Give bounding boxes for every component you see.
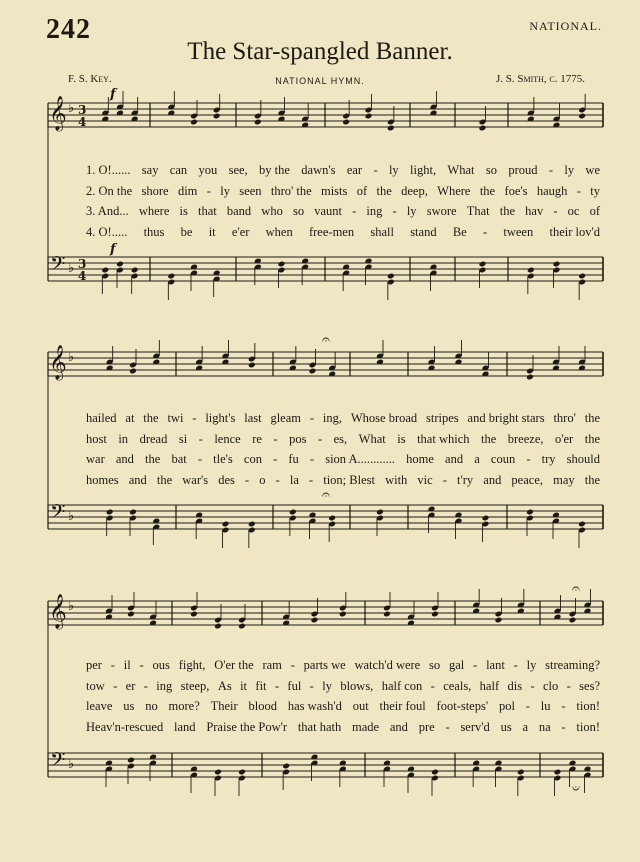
note-head xyxy=(106,509,114,516)
lyric-syllable: no xyxy=(145,699,158,713)
note-head xyxy=(376,509,384,516)
lyric-syllable: - xyxy=(274,678,280,693)
lyric-syllable: mists xyxy=(320,183,348,198)
lyric-syllable: light's xyxy=(205,411,236,425)
note-head xyxy=(342,119,350,126)
treble-clef-icon: 𝄞 xyxy=(49,594,67,629)
lyric-syllable: lant xyxy=(486,658,505,672)
lyric-syllable: a xyxy=(474,452,480,466)
lyric-syllable: - xyxy=(352,204,357,218)
lyric-syllable: breeze, xyxy=(507,431,544,446)
lyric-syllable: Whose broad xyxy=(350,411,418,425)
lyric-syllable: o xyxy=(259,472,266,487)
composer-credit: J. S. Smith, c. 1775. xyxy=(495,73,585,85)
lyric-syllable: ly xyxy=(564,163,575,177)
lyric-syllable: tow xyxy=(86,678,105,693)
note-head xyxy=(578,521,586,528)
lyric-syllable: proud xyxy=(508,163,538,177)
lyric-syllable: - xyxy=(445,719,450,734)
lyric-syllable: As xyxy=(217,678,232,693)
note-head xyxy=(339,611,347,618)
lyric-syllable: that xyxy=(197,204,217,218)
author-credit: F. S. Key. xyxy=(68,73,112,85)
lyric-syllable: What xyxy=(447,163,475,177)
lyric-syllable: - xyxy=(309,411,315,425)
lyric-syllable: blood xyxy=(248,699,278,713)
lyric-syllable: bat xyxy=(171,452,187,466)
lyric-syllable: streaming? xyxy=(545,658,600,672)
lyric-syllable: gal xyxy=(448,658,465,672)
lyric-syllable: 1. O!...... xyxy=(86,163,131,177)
lyric-syllable: and xyxy=(389,719,408,734)
lyric-syllable: where xyxy=(138,204,170,218)
lyric-syllable: who xyxy=(261,204,283,218)
lyric-syllable: ly xyxy=(220,183,230,198)
lyric-syllable: homes xyxy=(86,472,119,487)
lyric-syllable: so xyxy=(292,204,305,218)
note-head xyxy=(526,374,534,381)
lyric-syllable: - xyxy=(373,163,378,177)
lyric-syllable: last xyxy=(244,411,262,425)
lyric-syllable: dread xyxy=(139,431,168,446)
lyric-syllable: dim xyxy=(177,183,198,198)
lyric-syllable: say xyxy=(141,163,159,177)
lyric-syllable: dis xyxy=(507,678,523,693)
lyric-syllable: 2. On the xyxy=(86,183,133,198)
lyric-syllable: - xyxy=(392,204,397,218)
lyric-syllable: What xyxy=(358,431,386,446)
lyric-syllable: made xyxy=(352,719,380,734)
lyric-syllable: twi xyxy=(167,411,184,425)
lyric-syllable: the xyxy=(584,472,600,487)
note-head xyxy=(309,368,317,375)
lyric-syllable: vaunt xyxy=(314,204,342,218)
lyric-syllable: - xyxy=(317,431,323,446)
time-signature-top: 3 xyxy=(78,257,87,271)
lyric-syllable: half xyxy=(479,678,500,693)
lyric-syllable: thus xyxy=(143,224,165,239)
note-head xyxy=(127,611,135,618)
note-head xyxy=(190,119,198,126)
lyric-syllable: - xyxy=(309,678,314,693)
lyric-syllable: steep, xyxy=(180,678,210,693)
lyric-syllable: and bright stars xyxy=(467,411,545,425)
lyric-syllable: deep, xyxy=(401,183,428,198)
note-head xyxy=(213,113,221,120)
lyric-syllable: - xyxy=(273,452,278,466)
lyric-syllable: is xyxy=(397,431,406,446)
fermata-icon: 𝄐 xyxy=(322,487,330,503)
lyric-syllable: ing xyxy=(366,204,383,218)
lyric-syllable: band xyxy=(226,204,252,218)
tune-name: NATIONAL HYMN. xyxy=(275,76,365,86)
lyric-syllable: ceals, xyxy=(443,678,472,693)
lyric-syllable: should xyxy=(566,452,600,466)
lyric-syllable: try xyxy=(541,452,556,466)
lyric-syllable: O'er the xyxy=(214,658,254,672)
lyric-syllable: 4. O!..... xyxy=(86,224,128,239)
lyric-syllable: war xyxy=(86,452,105,466)
lyric-syllable: free-men xyxy=(308,224,355,239)
lyric-syllable: - xyxy=(192,411,197,425)
lyric-syllable: more? xyxy=(168,699,200,713)
note-head xyxy=(526,509,534,516)
note-head xyxy=(254,119,262,126)
dynamic-forte: f xyxy=(110,87,116,102)
note-head xyxy=(553,261,561,268)
lyric-syllable: Be xyxy=(452,224,467,239)
lyric-syllable: la xyxy=(289,472,299,487)
lyric-syllable: - xyxy=(198,431,203,446)
lyric-syllable: ty xyxy=(590,183,600,198)
note-head xyxy=(431,611,439,618)
lyric-syllable: ing xyxy=(156,678,173,693)
lyric-syllable: leave xyxy=(86,699,113,713)
lyric-syllable: - xyxy=(576,183,581,198)
lyric-syllable: ly xyxy=(406,204,417,218)
lyric-syllable: us xyxy=(123,699,135,713)
lyric-syllable: is xyxy=(179,204,188,218)
fermata-icon: 𝄐 xyxy=(572,581,580,597)
lyric-syllable: so xyxy=(485,163,497,177)
lyric-syllable: and xyxy=(115,452,134,466)
lyric-syllable: watch'd were xyxy=(354,658,421,672)
lyric-syllable: Their xyxy=(210,699,238,713)
lyric-syllable: the xyxy=(156,472,173,487)
lyric-syllable: it xyxy=(208,224,216,239)
lyric-syllable: seen xyxy=(239,183,262,198)
flat-icon: ♭ xyxy=(68,101,75,116)
lyric-syllable: hailed xyxy=(86,411,117,425)
lyric-syllable: tion! xyxy=(576,719,600,734)
note-head xyxy=(479,261,487,268)
lyric-syllable: - xyxy=(525,699,530,713)
note-head xyxy=(131,267,139,274)
lyric-syllable: tween xyxy=(503,224,534,239)
lyric-syllable: and xyxy=(445,452,464,466)
lyric-syllable: o'er xyxy=(555,431,574,446)
lyric-syllable: fight, xyxy=(178,658,206,672)
lyric-syllable: ly xyxy=(526,658,537,672)
note-head xyxy=(190,611,198,618)
note-head xyxy=(311,617,319,624)
note-head xyxy=(479,125,487,132)
lyric-syllable: - xyxy=(482,224,488,239)
lyric-syllable: stripes xyxy=(426,411,459,425)
lyric-syllable: host xyxy=(86,431,107,446)
note-head xyxy=(328,515,336,522)
lyric-syllable: war's xyxy=(182,472,209,487)
lyric-syllable: the xyxy=(143,411,159,425)
note-head xyxy=(129,368,137,375)
lyric-syllable: their foul xyxy=(379,699,426,713)
note-head xyxy=(431,769,439,776)
lyric-syllable: of xyxy=(356,183,368,198)
lyric-syllable: home xyxy=(406,452,434,466)
lyric-syllable: - xyxy=(548,163,553,177)
lyric-syllable: fu xyxy=(288,452,299,466)
lyric-syllable: thro' the xyxy=(270,183,312,198)
lyric-syllable: e'er xyxy=(231,224,250,239)
lyric-syllable: - xyxy=(139,658,144,672)
lyric-syllable: out xyxy=(352,699,369,713)
lyric-syllable: - xyxy=(561,719,566,734)
lyric-syllable: stand xyxy=(410,224,437,239)
lyric-syllable: ly xyxy=(322,678,332,693)
note-head xyxy=(387,125,395,132)
note-head xyxy=(578,273,586,280)
lyric-syllable: na xyxy=(538,719,551,734)
bass-clef-icon: 𝄢 xyxy=(50,500,66,528)
flat-icon: ♭ xyxy=(68,599,75,614)
lyric-syllable: may xyxy=(553,472,575,487)
treble-clef-icon: 𝄞 xyxy=(49,96,67,131)
lyric-syllable: the xyxy=(584,431,600,446)
lyric-syllable: - xyxy=(513,658,518,672)
lyric-syllable: - xyxy=(275,472,280,487)
lyric-syllable: - xyxy=(197,452,203,466)
lyric-syllable: tle's xyxy=(213,452,233,466)
lyric-syllable: be xyxy=(180,224,193,239)
lyric-syllable: 3. And... xyxy=(86,204,129,218)
lyric-syllable: a xyxy=(522,719,529,734)
lyric-syllable: tion; Blest xyxy=(323,472,375,487)
lyric-syllable: the xyxy=(376,183,392,198)
lyric-syllable: the xyxy=(584,411,600,425)
treble-clef-icon: 𝄞 xyxy=(49,345,67,380)
note-head xyxy=(101,267,109,274)
note-head xyxy=(127,757,135,764)
lyric-syllable: es, xyxy=(333,431,348,446)
lyric-syllable: foot-steps' xyxy=(436,699,489,713)
lyric-syllable: lu xyxy=(540,699,551,713)
lyric-syllable: - xyxy=(430,678,435,693)
lyric-syllable: peace, xyxy=(511,472,543,487)
lyric-syllable: tion! xyxy=(576,699,600,713)
lyric-syllable: half con xyxy=(381,678,423,693)
lyric-syllable: by the xyxy=(259,163,290,177)
lyric-syllable: haugh xyxy=(536,183,568,198)
flat-icon: ♭ xyxy=(68,757,75,772)
lyric-syllable: you xyxy=(198,163,218,177)
lyric-syllable: land xyxy=(174,719,196,734)
note-head xyxy=(482,515,490,522)
lyric-syllable: - xyxy=(308,472,314,487)
lyric-syllable: with xyxy=(385,472,408,487)
bass-clef-icon: 𝄢 xyxy=(50,252,66,280)
lyric-syllable: - xyxy=(244,472,250,487)
lyric-syllable: us xyxy=(500,719,512,734)
note-head xyxy=(578,113,586,120)
lyric-syllable: shore xyxy=(141,183,169,198)
fermata-icon: 𝄐 xyxy=(322,332,330,348)
note-head xyxy=(569,617,577,624)
note-head xyxy=(214,769,222,776)
lyric-syllable: - xyxy=(566,678,571,693)
time-signature-bottom: 4 xyxy=(78,115,87,129)
lyric-syllable: coun xyxy=(490,452,516,466)
lyric-syllable: so xyxy=(429,658,441,672)
note-head xyxy=(554,769,562,776)
lyric-syllable: - xyxy=(206,183,211,198)
lyric-syllable: - xyxy=(553,204,558,218)
note-head xyxy=(167,273,175,280)
lyric-syllable: - xyxy=(273,431,278,446)
note-head xyxy=(214,623,222,630)
lyric-syllable: - xyxy=(110,658,115,672)
time-signature-top: 3 xyxy=(78,103,87,117)
lyric-syllable: of xyxy=(589,204,600,218)
lyric-syllable: - xyxy=(473,658,478,672)
note-head xyxy=(222,521,230,528)
lyric-syllable: re xyxy=(252,431,262,446)
lyric-syllable: - xyxy=(561,699,566,713)
lyric-syllable: and xyxy=(128,472,147,487)
lyric-syllable: can xyxy=(169,163,188,177)
lyric-syllable: - xyxy=(309,452,315,466)
flat-icon: ♭ xyxy=(68,350,75,365)
lyric-syllable: shall xyxy=(370,224,394,239)
lyric-syllable: Praise the Pow'r xyxy=(206,719,288,734)
note-head xyxy=(248,521,256,528)
lyric-syllable: des xyxy=(218,472,235,487)
lyric-syllable: has wash'd xyxy=(287,699,342,713)
note-head xyxy=(365,113,373,120)
lyric-syllable: si xyxy=(178,431,188,446)
lyric-syllable: pos xyxy=(289,431,307,446)
note-head xyxy=(527,267,535,274)
lyric-syllable: per xyxy=(86,658,102,672)
lyric-syllable: oc xyxy=(567,204,580,218)
note-head xyxy=(383,611,391,618)
lyric-syllable: and xyxy=(483,472,502,487)
lyric-syllable: ear xyxy=(346,163,363,177)
lyric-syllable: pre xyxy=(418,719,435,734)
note-head xyxy=(495,617,503,624)
lyric-syllable: the xyxy=(145,452,161,466)
lyric-syllable: swore xyxy=(426,204,457,218)
lyric-syllable: - xyxy=(113,678,118,693)
lyric-syllable: - xyxy=(143,678,148,693)
lyric-syllable: - xyxy=(526,452,531,466)
lyric-syllable: - xyxy=(442,472,447,487)
lyric-syllable: clo xyxy=(542,678,559,693)
fermata-icon: 𝄑 xyxy=(572,781,580,797)
lyric-syllable: that which xyxy=(417,431,470,446)
bass-clef-icon: 𝄢 xyxy=(50,748,66,776)
lyric-syllable: that hath xyxy=(297,719,342,734)
note-head xyxy=(129,509,137,516)
lyric-syllable: Heav'n-rescued xyxy=(86,719,164,734)
lyric-syllable: ly xyxy=(388,163,399,177)
lyric-syllable: in xyxy=(118,431,129,446)
lyric-syllable: lence xyxy=(214,431,241,446)
category-heading: NATIONAL. xyxy=(529,19,602,33)
lyric-syllable: serv'd xyxy=(460,719,490,734)
note-head xyxy=(248,362,256,369)
lyric-syllable: ous xyxy=(152,658,170,672)
lyric-syllable: ram xyxy=(262,658,282,672)
lyric-syllable: the xyxy=(479,183,496,198)
lyric-syllable: we xyxy=(585,163,600,177)
lyric-syllable: That xyxy=(466,204,490,218)
lyric-syllable: parts we xyxy=(303,658,346,672)
note-head xyxy=(278,261,286,268)
flat-icon: ♭ xyxy=(68,509,75,524)
lyric-syllable: pol xyxy=(498,699,515,713)
lyric-syllable: il xyxy=(123,658,131,672)
lyric-syllable: their lov'd xyxy=(549,224,600,239)
lyric-syllable: the xyxy=(499,204,516,218)
lyric-syllable: dawn's xyxy=(301,163,336,177)
lyric-syllable: foe's xyxy=(504,183,528,198)
lyric-syllable: the xyxy=(480,431,497,446)
note-head xyxy=(289,509,297,516)
lyric-syllable: thro' xyxy=(553,411,576,425)
lyric-syllable: er xyxy=(125,678,136,693)
time-signature-bottom: 4 xyxy=(78,269,87,283)
lyric-syllable: Where xyxy=(437,183,471,198)
lyric-syllable: hav xyxy=(525,204,544,218)
note-head xyxy=(238,769,246,776)
lyric-syllable: - xyxy=(530,678,535,693)
lyric-syllable: ses? xyxy=(579,678,600,693)
lyric-syllable: ful xyxy=(287,678,302,693)
lyric-syllable: light, xyxy=(410,163,437,177)
lyric-syllable: con xyxy=(243,452,262,466)
note-head xyxy=(517,769,525,776)
lyric-syllable: t'ry xyxy=(457,472,474,487)
lyric-syllable: fit xyxy=(255,678,267,693)
lyric-syllable: gleam xyxy=(270,411,301,425)
lyric-syllable: it xyxy=(240,678,248,693)
lyric-syllable: - xyxy=(290,658,295,672)
lyric-syllable: blows, xyxy=(340,678,374,693)
lyric-syllable: see, xyxy=(228,163,248,177)
note-head xyxy=(116,261,124,268)
lyric-syllable: when xyxy=(265,224,293,239)
note-head xyxy=(238,623,246,630)
flat-icon: ♭ xyxy=(68,261,75,276)
note-head xyxy=(387,273,395,280)
lyric-syllable: ing, xyxy=(322,411,342,425)
hymn-title: The Star-spangled Banner. xyxy=(187,38,453,65)
lyric-syllable: at xyxy=(125,411,135,425)
lyric-syllable: sion A............ xyxy=(325,452,396,466)
dynamic-forte: f xyxy=(110,242,116,257)
note-head xyxy=(282,763,290,770)
hymn-number: 242 xyxy=(46,14,91,45)
lyric-syllable: vic xyxy=(417,472,433,487)
